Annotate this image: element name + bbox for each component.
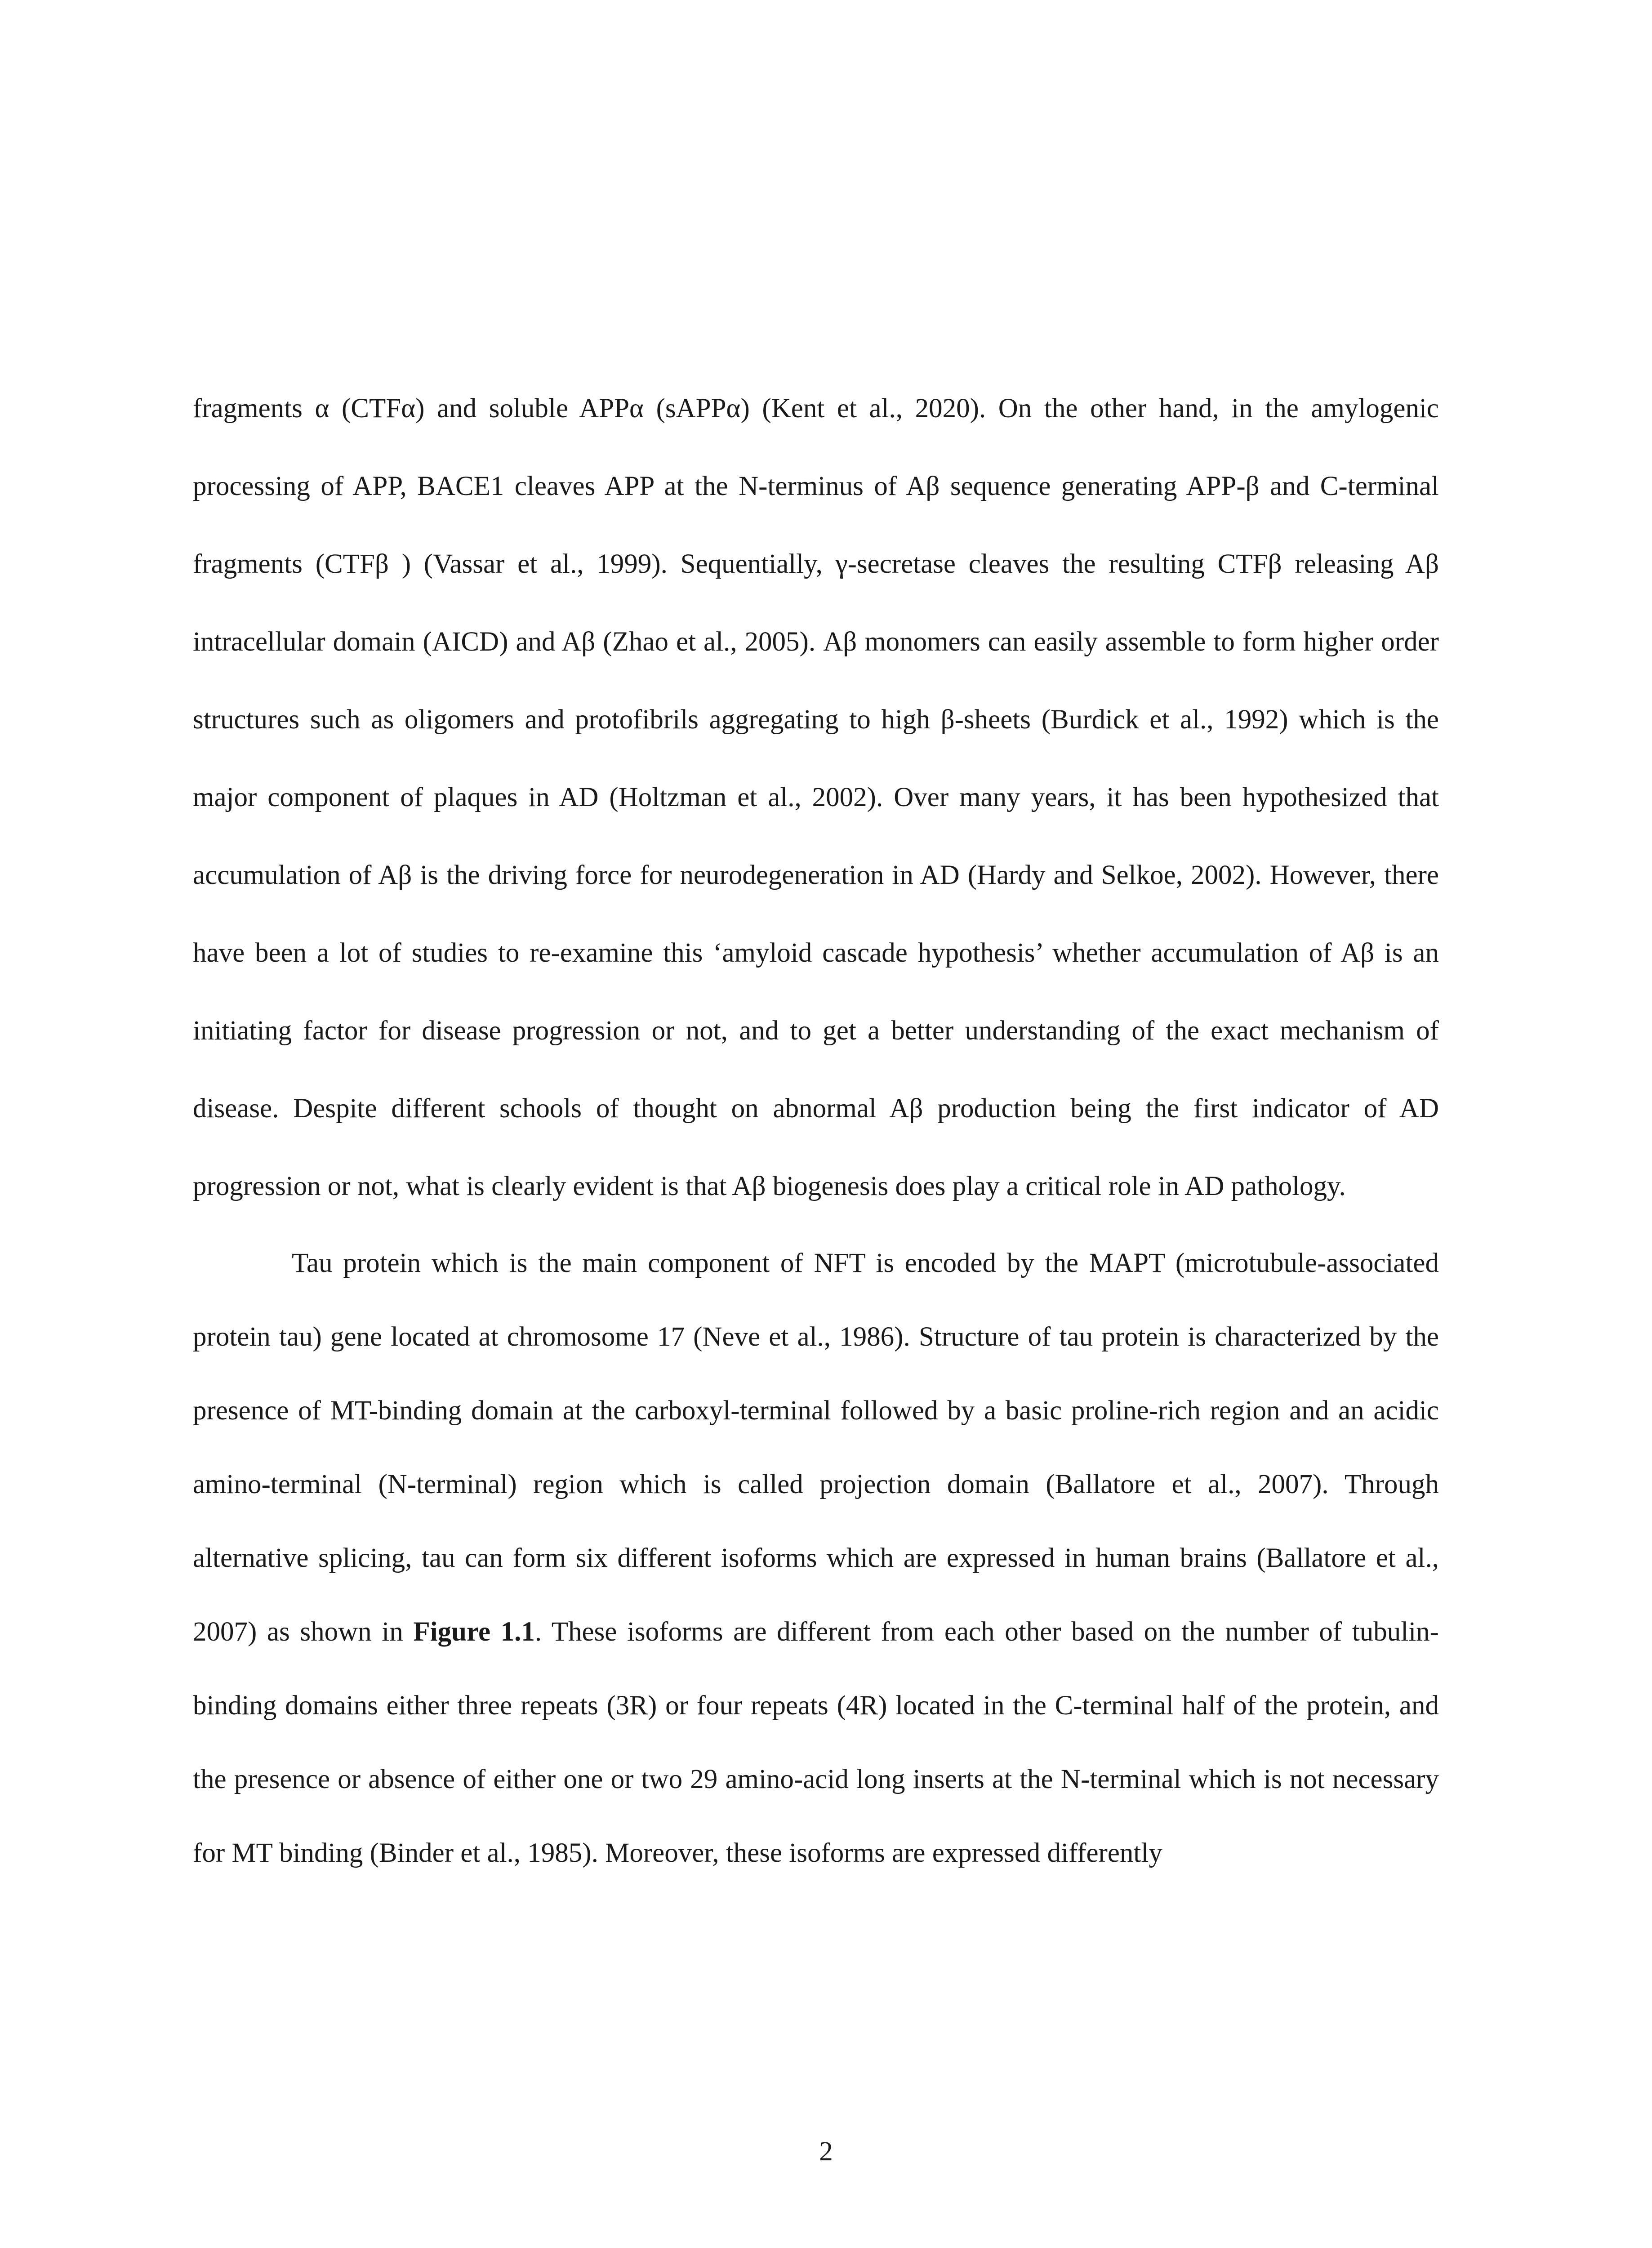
paragraph-tau-text-end: . These isoforms are different from each other based on the number of tubulin-binding domains either three repeats (3R) or four repeats (4R) located in the C-terminal half of the protein, and the presence or absence of either one or two 29 amino-acid long inserts at the N-terminal which is not necessary for MT binding (Binder et al., 1985). Moreover, these isoforms are expressed differently: [193, 1617, 1439, 1868]
page-number: 2: [819, 2136, 833, 2167]
paragraph-tau-text-start: Tau protein which is the main component of NFT is encoded by the MAPT (microtubule-associated protein tau) gene located at chromosome 17 (Neve et al., 1986). Structure of tau protein is characterized by the presence of MT-binding domain at the carboxyl-terminal followed by a basic proline-rich region and an acidic amino-terminal (N-terminal) region which is called projection domain (Ballatore et al., 2007). Through alternative splicing, tau can form six different isoforms which are expressed in human brains (Ballatore et al., 2007) as shown in: [193, 1248, 1439, 1647]
figure-reference: Figure 1.1: [413, 1617, 535, 1647]
paragraph-tau-protein: [193, 1227, 1439, 1890]
body-text: [193, 370, 1439, 1890]
paragraph-amyloid-processing: fragments α (CTFα) and soluble APPα (sAPPα) (Kent et al., 2020). On the other hand, in the amylogenic processing of APP, BACE1 cleaves APP at the N-terminus of Aβ sequence generating APP-β and C-terminal fragments (CTFβ ) (Vassar et al., 1999). Sequentially, γ-secretase cleaves the resulting CTFβ releasing Aβ intracellular domain (AICD) and Aβ (Zhao et al., 2005). Aβ monomers can easily assemble to form higher order structures such as oligomers and protofibrils aggregating to high β-sheets (Burdick et al., 1992) which is the major component of plaques in AD (Holtzman et al., 2002). Over many years, it has been hypothesized that accumulation of Aβ is the driving force for neurodegeneration in AD (Hardy and Selkoe, 2002). However, there have been a lot of studies to re-examine this ‘amyloid cascade hypothesis’ whether accumulation of Aβ is an initiating factor for disease progression or not, and to get a better understanding of the exact mechanism of disease. Despite different schools of thought on abnormal Aβ production being the first indicator of AD progression or not, what is clearly evident is that Aβ biogenesis does play a critical role in AD pathology.: [193, 393, 1439, 1201]
